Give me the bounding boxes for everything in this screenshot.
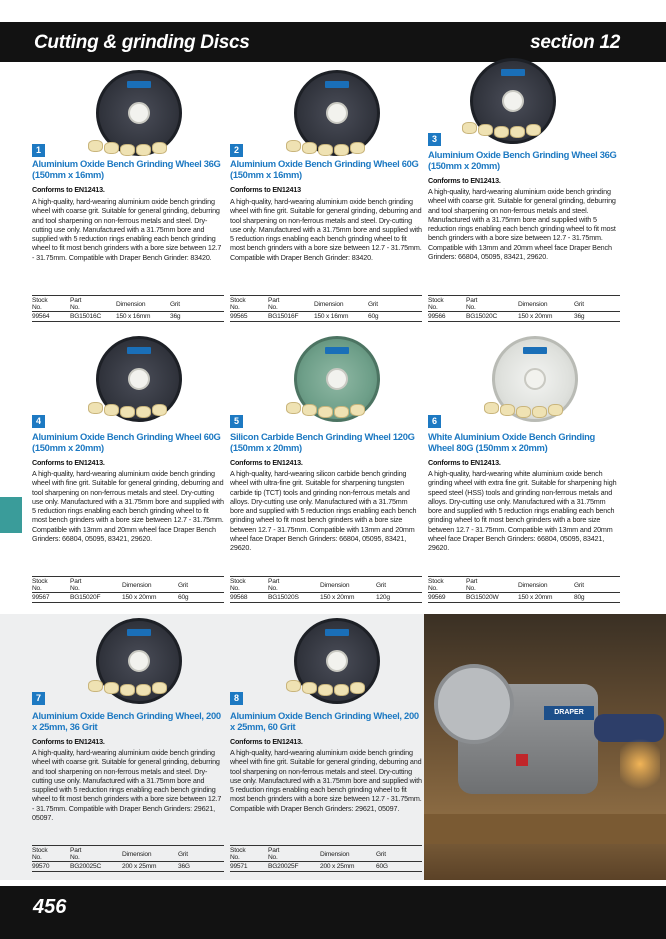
grit: 60g bbox=[178, 594, 189, 601]
spec-table-row bbox=[230, 593, 422, 603]
product-number-badge: 5 bbox=[230, 415, 243, 428]
dimension: 200 x 25mm bbox=[320, 863, 355, 870]
sparks bbox=[620, 734, 660, 794]
dimension: 150 x 20mm bbox=[518, 313, 553, 320]
spec-table-header: Stock No. Part No. Dimension Grit bbox=[230, 576, 422, 593]
grit: 36G bbox=[178, 863, 190, 870]
stock-number: 99568 bbox=[230, 594, 248, 601]
product-image bbox=[84, 336, 194, 416]
product-conformity: Conforms to EN12413 bbox=[230, 185, 301, 194]
product-card bbox=[230, 614, 422, 880]
spec-table-row bbox=[428, 312, 620, 322]
product-image bbox=[458, 58, 568, 138]
section-side-tab bbox=[0, 497, 22, 533]
product-description: A high-quality, hard-wearing aluminium oxide bench grinding wheel with coarse grit. Suitable for general grinding, deburring and tool sharpening on non-ferrous metals and steel. Dry-cutting use only. Manufactured with a 31.75mm bore and supplied with 5 reduction rings enabling each bench grinding wheel to fit most bench grinders with a bore size between 12.7 - 31.75mm. Compatible with Draper Bench Grinder: 83420. bbox=[32, 197, 222, 262]
product-number-badge: 6 bbox=[428, 415, 441, 428]
product-number-badge: 4 bbox=[32, 415, 45, 428]
product-image bbox=[84, 70, 194, 150]
product-number-badge: 1 bbox=[32, 144, 45, 157]
spec-table-row bbox=[230, 862, 422, 872]
grit: 60G bbox=[376, 863, 388, 870]
product-title: Silicon Carbide Bench Grinding Wheel 120G (150mm x 20mm) bbox=[230, 431, 415, 453]
product-card bbox=[32, 614, 224, 880]
stock-number: 99564 bbox=[32, 313, 50, 320]
product-number-badge: 7 bbox=[32, 692, 45, 705]
product-title: Aluminium Oxide Bench Grinding Wheel 60G (150mm x 20mm) bbox=[32, 431, 221, 453]
product-title: White Aluminium Oxide Bench Grinding Wheel 80G (150mm x 20mm) bbox=[428, 431, 595, 453]
product-image bbox=[480, 336, 590, 416]
product-conformity: Conforms to EN12413. bbox=[428, 176, 501, 185]
product-conformity: Conforms to EN12413. bbox=[32, 458, 105, 467]
bench-grinder-photo bbox=[424, 614, 666, 880]
spec-table-header: Stock No. Part No. Dimension Grit bbox=[32, 576, 224, 593]
spec-table-row bbox=[32, 862, 224, 872]
product-description: A high-quality, hard-wearing silicon carbide bench grinding wheel with ultra-fine grit. Suitable for sharpening tungsten carbide tip (TCT) tools and grinding non-ferrous metals and alloys. Dry-cutting use only. Manufactured with a 31.75mm bore and supplied with 5 reduction rings enabling each bench grinding wheel to fit most bench grinders with a bore size between 12.7 - 31.75mm. Compatible with 13mm and 20mm wheel face Draper Bench Grinders: 66804, 05095, 83421, 29620. bbox=[230, 469, 417, 553]
product-description: A high-quality, hard-wearing aluminium oxide bench grinding wheel with fine grit. Suitable for general grinding, deburring and tool sharpening on non-ferrous metals and steel. Dry-cutting use only. Manufactured with a 31.75mm bore and supplied with 5 reduction rings enabling each bench grinding wheel to fit most bench grinders with a bore size between 12.7 - 31.75mm. Compatible with 13mm and 20mm wheel face Draper Bench Grinders: 66804, 05095, 83421, 29620. bbox=[32, 469, 224, 544]
grit: 120g bbox=[376, 594, 390, 601]
product-number-badge: 3 bbox=[428, 133, 441, 146]
part-number: BG15020F bbox=[70, 594, 101, 601]
product-card bbox=[428, 56, 620, 328]
product-description: A high-quality, hard-wearing aluminium oxide bench grinding wheel with coarse grit. Suitable for general grinding, deburring and tool sharpening on non-ferrous metals and steel. Manufactured with a 31.75mm bore and supplied with 5 reduction rings enabling each bench grinding wheel to fit most bench grinders with a bore size between 12.7 - 31.75mm. Compatible with 13mm and 20mm wheel face Draper Bench Grinders: 66804, 05095, 83421, 29620. bbox=[428, 187, 616, 262]
stock-number: 99570 bbox=[32, 863, 50, 870]
part-number: BG15020S bbox=[268, 594, 299, 601]
product-title: Aluminium Oxide Bench Grinding Wheel 36G (150mm x 20mm) bbox=[428, 149, 617, 171]
product-card bbox=[428, 334, 620, 610]
page-title: Cutting & grinding Discs bbox=[34, 32, 250, 53]
product-number-badge: 2 bbox=[230, 144, 243, 157]
grit: 60g bbox=[368, 313, 379, 320]
dimension: 200 x 25mm bbox=[122, 863, 157, 870]
product-title: Aluminium Oxide Bench Grinding Wheel, 200 x 25mm, 36 Grit bbox=[32, 710, 221, 732]
product-title: Aluminium Oxide Bench Grinding Wheel 36G (150mm x 16mm) bbox=[32, 158, 221, 180]
dimension: 150 x 16mm bbox=[314, 313, 349, 320]
spec-table-header: Stock No. Part No. Dimension Grit bbox=[230, 845, 422, 862]
stock-number: 99571 bbox=[230, 863, 248, 870]
grit: 36g bbox=[170, 313, 181, 320]
dimension: 150 x 20mm bbox=[320, 594, 355, 601]
spec-table-header: Stock No. Part No. Dimension Grit bbox=[32, 295, 224, 312]
spec-table-row bbox=[428, 593, 620, 603]
product-image bbox=[282, 618, 392, 698]
dimension: 150 x 20mm bbox=[518, 594, 553, 601]
product-card bbox=[230, 334, 422, 610]
part-number: BG15016C bbox=[70, 313, 102, 320]
product-description: A high-quality, hard-wearing white aluminium oxide bench grinding wheel with extra fine grit. Suitable for sharpening high speed steel (HSS) tools and grinding non-ferrous metals and alloys. Dry-cutting use only. Manufactured with a 31.75mm bore and supplied with 5 reduction rings enabling each bench grinding wheel to fit most bench grinders with a bore size between 12.7 - 31.75mm. Compatible with 13mm and 20mm wheel face Draper Bench Grinders: 66804, 05095, 83421, 29620. bbox=[428, 469, 617, 553]
grit: 36g bbox=[574, 313, 585, 320]
product-image bbox=[282, 336, 392, 416]
stock-number: 99565 bbox=[230, 313, 248, 320]
spec-table-header: Stock No. Part No. Dimension Grit bbox=[32, 845, 224, 862]
section-label: section 12 bbox=[530, 32, 620, 53]
product-description: A high-quality, hard-wearing aluminium oxide bench grinding wheel with coarse grit. Suitable for general grinding, deburring and tool sharpening on non-ferrous metals and steel. Dry-cutting use only. Manufactured with a 31.75mm bore and supplied with 5 reduction rings enabling each bench grinding wheel to fit most bench grinders with a bore size between 12.7 - 31.75mm. Compatible with Draper Bench Grinders: 29621, 05097. bbox=[32, 748, 222, 823]
spec-table-row bbox=[32, 593, 224, 603]
part-number: BG15020W bbox=[466, 594, 499, 601]
part-number: BG15016F bbox=[268, 313, 299, 320]
product-title: Aluminium Oxide Bench Grinding Wheel 60G (150mm x 16mm) bbox=[230, 158, 419, 180]
page-number: 456 bbox=[33, 896, 67, 918]
product-number-badge: 8 bbox=[230, 692, 243, 705]
product-description: A high-quality, hard-wearing aluminium oxide bench grinding wheel with fine grit. Suitable for general grinding, deburring and tool sharpening on non-ferrous metals and steel. Dry-cutting use only. Manufactured with a 31.75mm bore and supplied with 5 reduction rings enabling each bench grinding wheel to fit most bench grinders with a bore size between 12.7 - 31.75mm. Compatible with Draper Bench Grinder: 83420. bbox=[230, 197, 422, 262]
wheel-guard bbox=[434, 664, 514, 744]
product-conformity: Conforms to EN12413. bbox=[428, 458, 501, 467]
product-card bbox=[32, 334, 224, 610]
spec-table-row bbox=[32, 312, 224, 322]
spec-table-header: Stock No. Part No. Dimension Grit bbox=[230, 295, 422, 312]
spec-table-row bbox=[230, 312, 422, 322]
spec-table-header: Stock No. Part No. Dimension Grit bbox=[428, 576, 620, 593]
product-image bbox=[84, 618, 194, 698]
product-conformity: Conforms to EN12413. bbox=[230, 737, 303, 746]
product-image bbox=[282, 70, 392, 150]
dimension: 150 x 20mm bbox=[122, 594, 157, 601]
product-conformity: Conforms to EN12413. bbox=[32, 185, 105, 194]
dimension: 150 x 16mm bbox=[116, 313, 151, 320]
brand-logo: DRAPER bbox=[544, 706, 594, 720]
product-title: Aluminium Oxide Bench Grinding Wheel, 200 x 25mm, 60 Grit bbox=[230, 710, 419, 732]
product-conformity: Conforms to EN12413. bbox=[32, 737, 105, 746]
product-conformity: Conforms to EN12413. bbox=[230, 458, 303, 467]
stock-number: 99567 bbox=[32, 594, 50, 601]
product-card bbox=[32, 64, 224, 328]
stock-number: 99566 bbox=[428, 313, 446, 320]
page-footer bbox=[0, 886, 666, 939]
grit: 80g bbox=[574, 594, 585, 601]
product-card bbox=[230, 64, 422, 328]
stock-number: 99569 bbox=[428, 594, 446, 601]
spec-table-header: Stock No. Part No. Dimension Grit bbox=[428, 295, 620, 312]
part-number: BG20025C bbox=[70, 863, 102, 870]
part-number: BG20025F bbox=[268, 863, 299, 870]
product-description: A high-quality, hard-wearing aluminium oxide bench grinding wheel with fine grit. Suitable for general grinding, deburring and tool sharpening on non-ferrous metals and steel. Dry-cutting use only. Manufactured with a 31.75mm bore and supplied with 5 reduction rings enabling each bench grinding wheel to fit most bench grinders with a bore size between 12.7 - 31.75mm. Compatible with Draper Bench Grinders: 29621, 05097. bbox=[230, 748, 422, 813]
workbench bbox=[424, 814, 666, 844]
power-switch bbox=[516, 754, 528, 766]
part-number: BG15020C bbox=[466, 313, 498, 320]
